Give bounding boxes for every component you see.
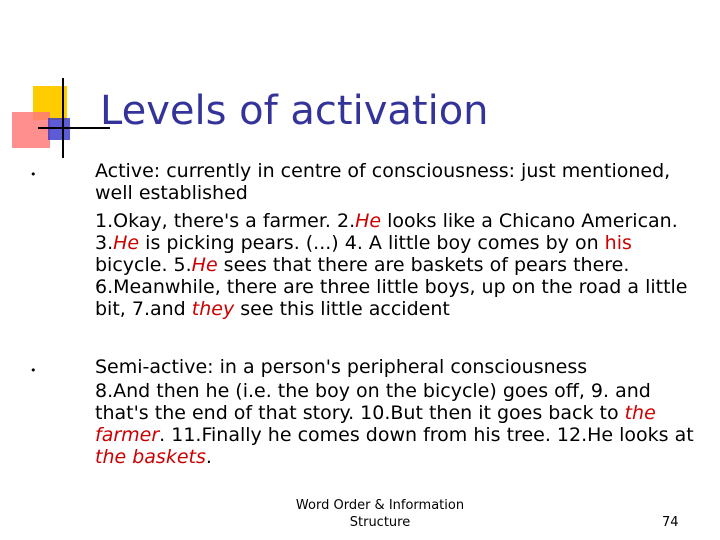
example-text-run: is picking pears. (...) 4. A little boy comes by on: [139, 232, 605, 254]
example-text-run: looks like a Chicano American. 3.: [95, 210, 678, 254]
footer-text: Word Order & Information Structure: [295, 498, 465, 530]
example-text-run: . 11.Finally he comes down from his tree. 12.He looks at: [159, 424, 694, 446]
bullet-1-example: [95, 210, 695, 320]
example-text-run: 8.And then he (i.e. the boy on the bicycle) goes off, 9. and that's the end of that story. 10.But then it goes back to: [95, 380, 651, 424]
bullet-marker: •: [30, 168, 37, 181]
bullet-2-heading: Semi-active: in a person's peripheral consciousness: [95, 356, 588, 378]
page-number: 74: [662, 515, 679, 530]
example-text-run: sees that there are baskets of pears there. 6.Meanwhile, there are three little boys, up on the road a little bit, 7.and: [95, 254, 688, 320]
example-text-run: the farmer: [95, 402, 656, 446]
example-text-run: see this little accident: [234, 298, 450, 320]
example-text-run: his: [604, 232, 632, 254]
pink-square: [12, 112, 50, 148]
example-text-run: He: [191, 254, 218, 276]
blue-square: [48, 118, 70, 140]
slide-title: Levels of activation: [100, 88, 489, 134]
vertical-line: [62, 78, 64, 158]
example-text-run: .: [205, 446, 212, 468]
logo-decoration: [0, 0, 110, 160]
example-text-run: He: [113, 232, 140, 254]
bullet-marker: •: [30, 364, 37, 377]
bullet-1-heading: Active: currently in centre of consciousness: just mentioned, well established: [95, 160, 671, 204]
example-text-run: bicycle. 5.: [95, 254, 192, 276]
example-text-run: the baskets: [95, 446, 206, 468]
example-text-run: 1.Okay, there's a farmer. 2.: [95, 210, 356, 232]
example-text-run: He: [355, 210, 382, 232]
bullet-2-example: [95, 380, 695, 468]
example-text-run: they: [191, 298, 235, 320]
